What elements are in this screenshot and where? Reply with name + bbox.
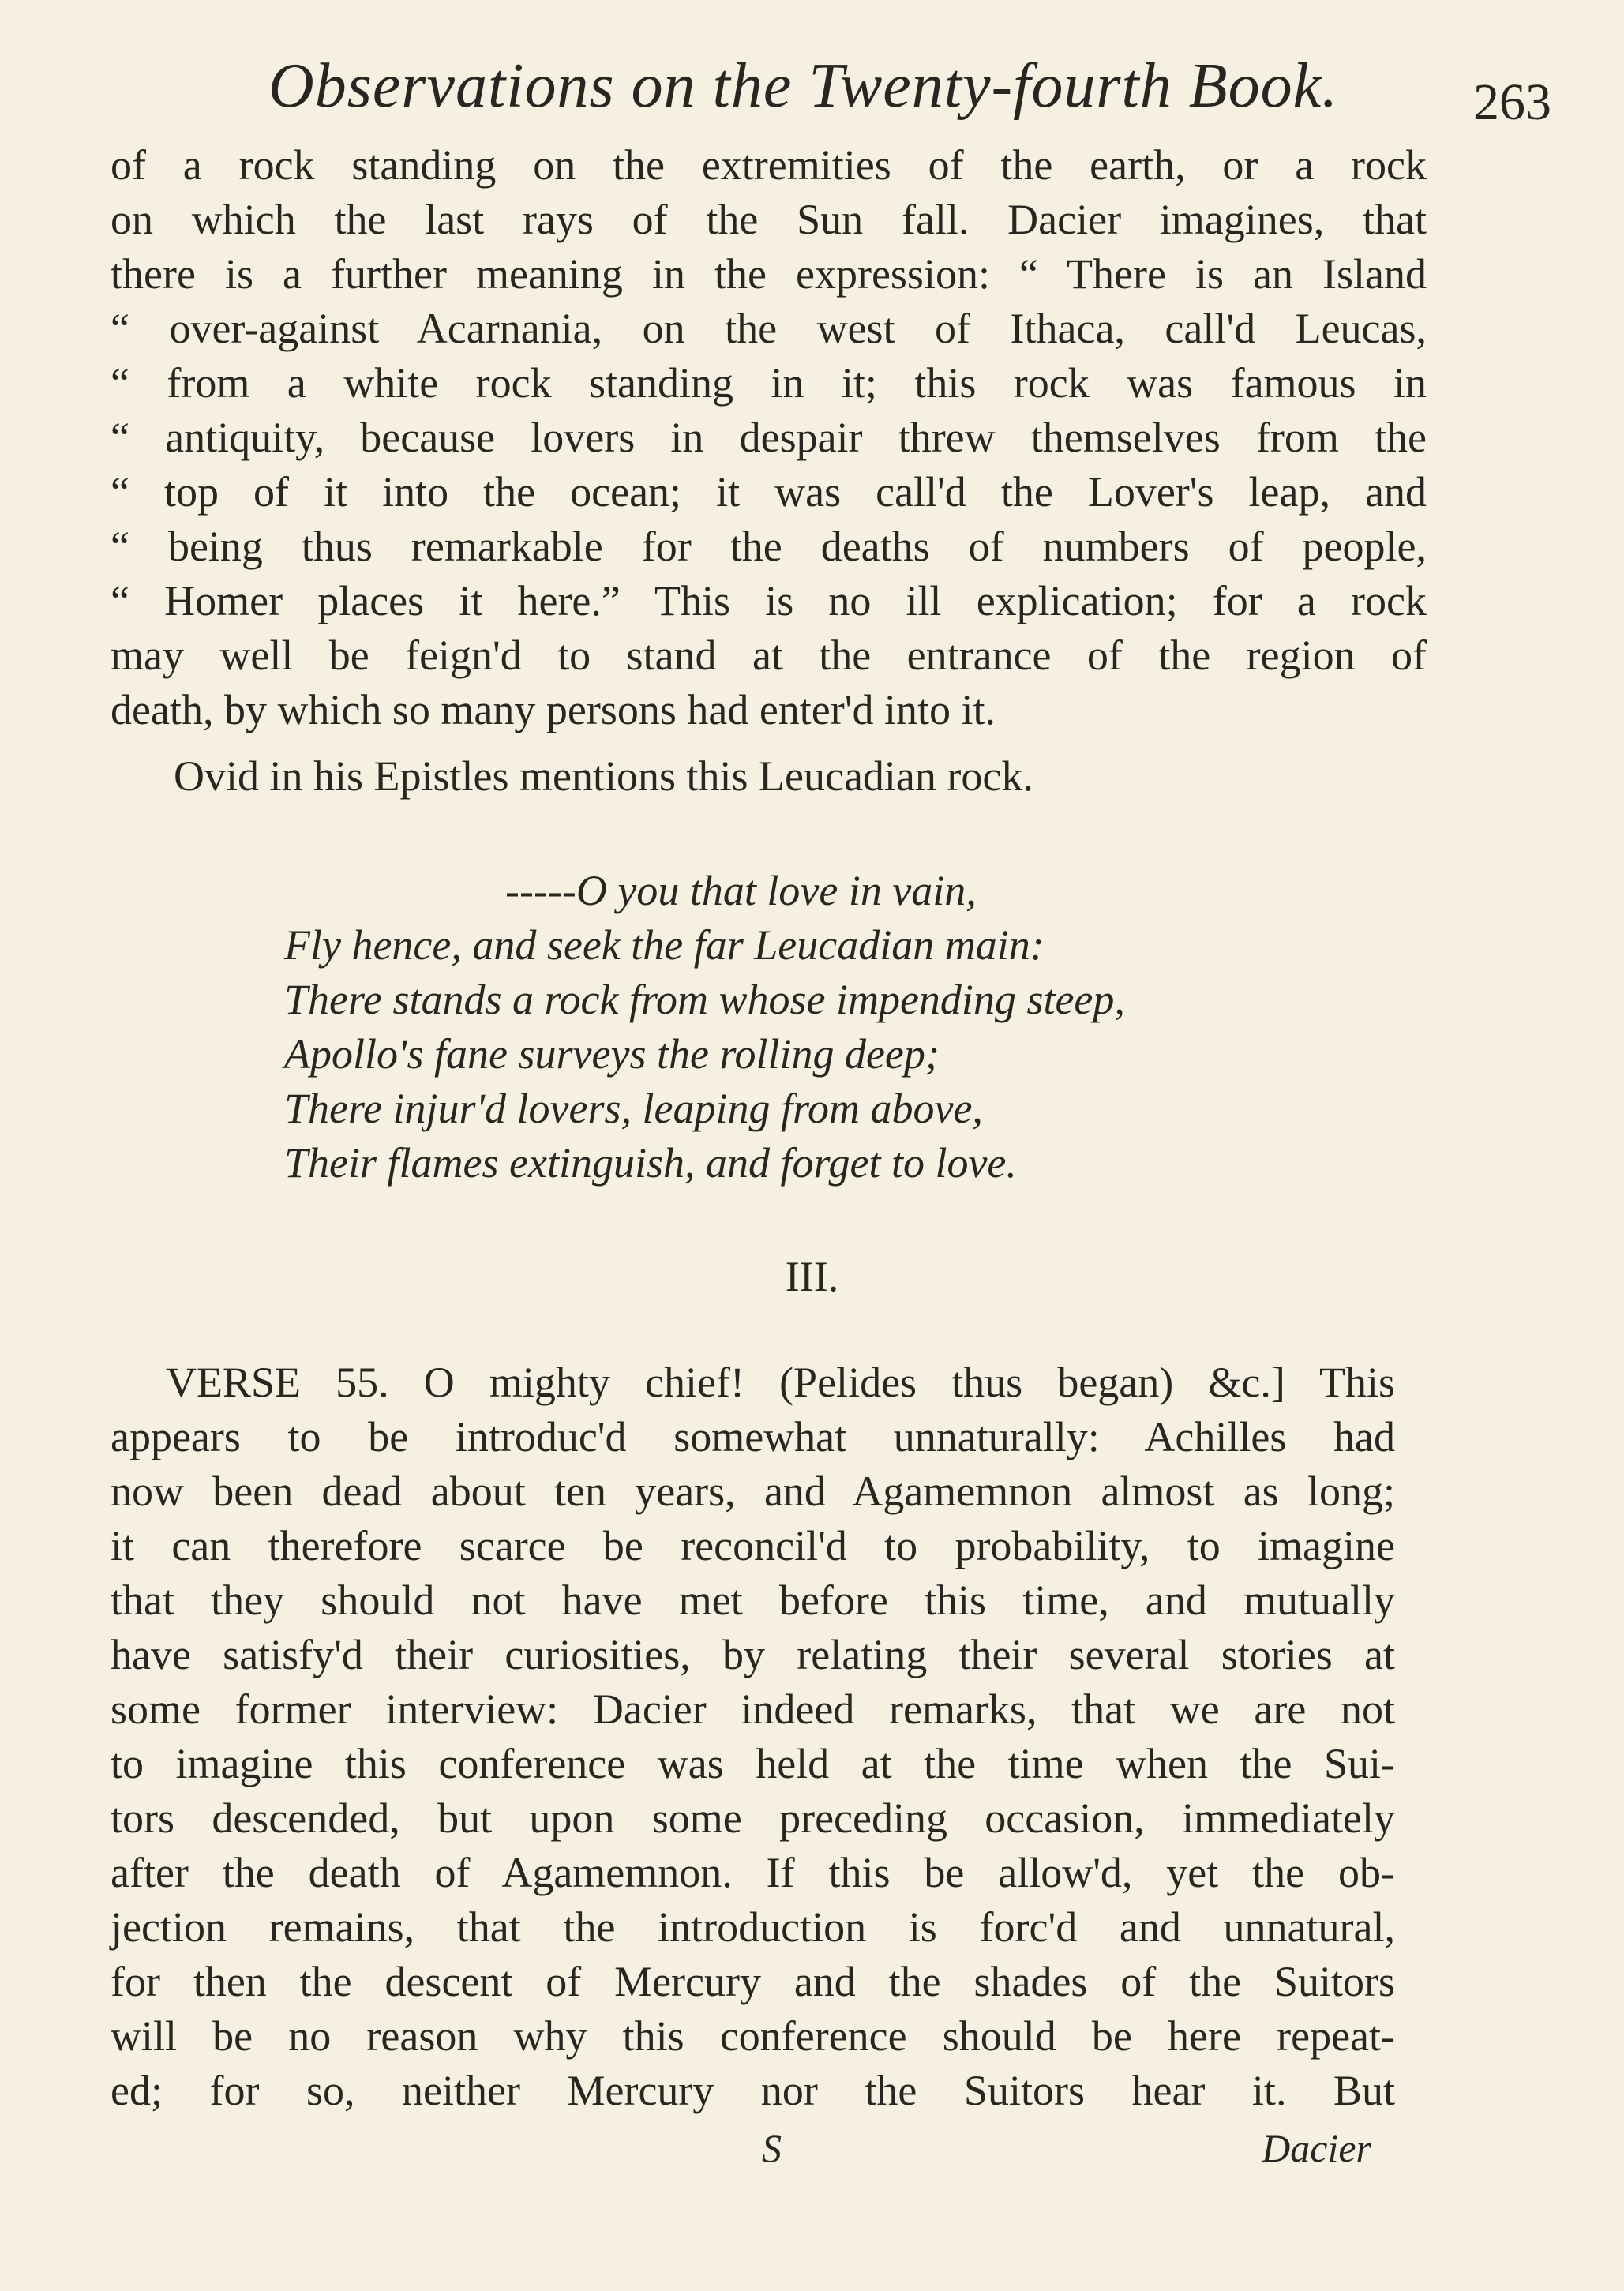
text-line: ed; for so, neither Mercury nor the Suitors hear it. But xyxy=(111,2067,1395,2114)
section-number: III. xyxy=(785,1253,839,1300)
text-line: on which the last rays of the Sun fall. Dacier imagines, that xyxy=(111,196,1427,243)
text-line: of a rock standing on the extremities of the earth, or a rock xyxy=(111,141,1427,189)
text-line: “ Homer places it here.” This is no ill explication; for a rock xyxy=(111,577,1427,624)
text-line: there is a further meaning in the expression: “ There is an Island xyxy=(111,250,1427,298)
signature-mark: S xyxy=(762,2126,782,2170)
verse-line: -----O you that love in vain, xyxy=(505,867,977,914)
paragraph-ovid: Ovid in his Epistles mentions this Leucadian rock. xyxy=(174,752,1033,800)
text-line: that they should not have met before this time, and mutually xyxy=(111,1577,1395,1624)
text-line: jection remains, that the introduction is forc'd and unnatural, xyxy=(111,1903,1395,1951)
text-line: some former interview: Dacier indeed remarks, that we are not xyxy=(111,1685,1395,1733)
text-line: “ over-against Acarnania, on the west of Ithaca, call'd Leucas, xyxy=(111,305,1427,352)
catchword: Dacier xyxy=(1262,2126,1371,2170)
page-footer xyxy=(0,2125,1624,2180)
text-line: to imagine this conference was held at the time when the Sui- xyxy=(111,1740,1395,1787)
verse-line: Their flames extinguish, and forget to love. xyxy=(284,1139,1017,1187)
verse-line: Apollo's fane surveys the rolling deep; xyxy=(284,1030,940,1078)
verse-line: There stands a rock from whose impending steep, xyxy=(284,976,1125,1023)
text-line: “ from a white rock standing in it; this rock was famous in xyxy=(111,359,1427,407)
verse-line: There injur'd lovers, leaping from above, xyxy=(284,1085,983,1132)
page-header xyxy=(0,41,1624,131)
text-line: tors descended, but upon some preceding occasion, immediately xyxy=(111,1794,1395,1842)
text-line: “ being thus remarkable for the deaths of numbers of people, xyxy=(111,523,1427,570)
text-line: death, by which so many persons had enter'd into it. xyxy=(111,686,996,733)
page-number: 263 xyxy=(1473,73,1551,131)
text-line: “ antiquity, because lovers in despair threw themselves from the xyxy=(111,414,1427,461)
text-line: may well be feign'd to stand at the entrance of the region of xyxy=(111,632,1427,679)
text-line: after the death of Agamemnon. If this be allow'd, yet the ob- xyxy=(111,1849,1395,1896)
text-line: for then the descent of Mercury and the shades of the Suitors xyxy=(111,1958,1395,2005)
text-line: VERSE 55. O mighty chief! (Pelides thus began) &c.] This xyxy=(166,1359,1395,1406)
text-line: “ top of it into the ocean; it was call'd the Lover's leap, and xyxy=(111,468,1427,516)
text-line: have satisfy'd their curiosities, by relating their several stories at xyxy=(111,1631,1395,1678)
text-line: will be no reason why this conference should be here repeat- xyxy=(111,2012,1395,2060)
running-title: Observations on the Twenty-fourth Book. xyxy=(268,51,1339,121)
text-line: it can therefore scarce be reconcil'd to probability, to imagine xyxy=(111,1522,1395,1569)
text-line: now been dead about ten years, and Agamemnon almost as long; xyxy=(111,1468,1395,1515)
text-line: appears to be introduc'd somewhat unnaturally: Achilles had xyxy=(111,1413,1395,1460)
verse-line: Fly hence, and seek the far Leucadian main: xyxy=(284,921,1045,969)
